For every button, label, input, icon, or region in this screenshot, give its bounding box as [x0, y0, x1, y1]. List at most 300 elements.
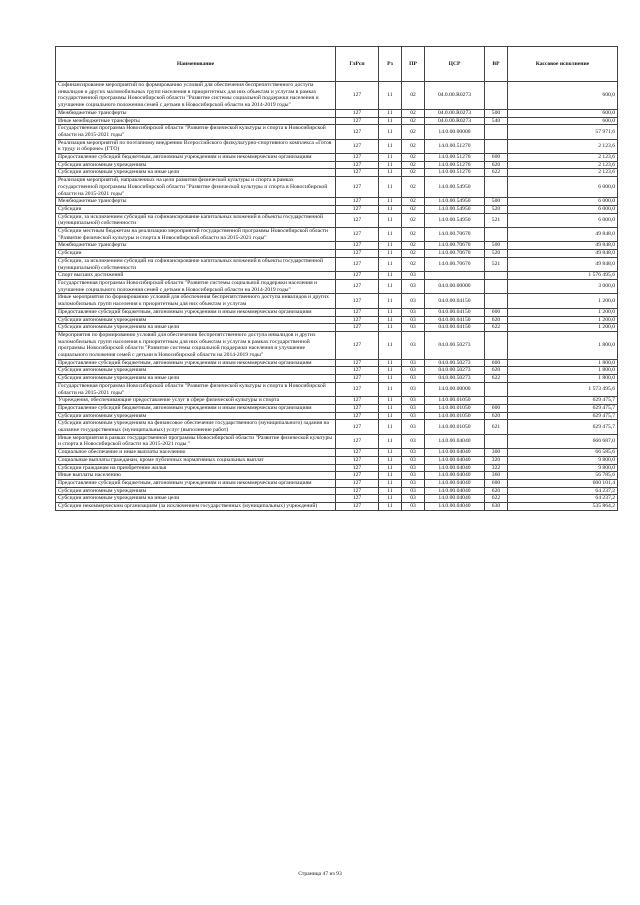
cell-pr: 03: [402, 375, 425, 383]
table-row: [56, 139, 618, 153]
cell-vr: [485, 382, 508, 396]
cell-amount: 600 101,4: [508, 479, 618, 487]
cell-vr: [485, 272, 508, 280]
cell-csr: 14.0.00.01050: [425, 404, 485, 412]
cell-amount: 629 475,7: [508, 397, 618, 405]
cell-name: Иные межбюджетные трансферты: [56, 117, 336, 125]
table-row: [56, 257, 618, 271]
cell-name: Межбюджетные трансферты: [56, 242, 336, 250]
cell-csr: 14.0.00.70670: [425, 250, 485, 258]
cell-amount: 1 200,0: [508, 324, 618, 332]
cell-rz: 11: [379, 367, 402, 375]
cell-rz: 11: [379, 375, 402, 383]
cell-pr: 03: [402, 316, 425, 324]
cell-amount: 9 800,0: [508, 464, 618, 472]
cell-vr: 500: [485, 242, 508, 250]
table-row: [56, 242, 618, 250]
cell-rz: 11: [379, 479, 402, 487]
cell-rz: 11: [379, 279, 402, 293]
cell-name: Предоставление субсидий бюджетным, автономным учреждениям и иным некоммерческим организациям: [56, 308, 336, 316]
cell-name: Субсидии: [56, 250, 336, 258]
cell-name: Субсидии автономным учреждениям: [56, 367, 336, 375]
cell-name: Субсидии местным бюджетам на реализацию мероприятий государственной программы Новосибирской области "Развитие физической культуры и спорта в Новосибирской области на 2015-2021 годы": [56, 228, 336, 242]
cell-amount: 1 200,0: [508, 308, 618, 316]
cell-pr: 02: [402, 154, 425, 162]
table-row: [56, 382, 618, 396]
cell-grp: 127: [336, 503, 379, 511]
table-row: [56, 279, 618, 293]
cell-name: Субсидии: [56, 205, 336, 213]
cell-csr: 04.0.00.50273: [425, 331, 485, 359]
cell-amount: 600,0: [508, 82, 618, 110]
cell-rz: 11: [379, 487, 402, 495]
cell-name: Субсидии автономным учреждениям на иные цели: [56, 324, 336, 332]
cell-rz: 11: [379, 250, 402, 258]
cell-grp: 127: [336, 331, 379, 359]
cell-name: Предоставление субсидий бюджетным, автономным учреждениям и иным некоммерческим организациям: [56, 479, 336, 487]
cell-csr: 14.0.00.04040: [425, 464, 485, 472]
table-row: [56, 472, 618, 480]
cell-pr: 03: [402, 464, 425, 472]
cell-amount: 57 971,6: [508, 125, 618, 139]
cell-csr: 14.0.00.01050: [425, 397, 485, 405]
cell-vr: [485, 397, 508, 405]
cell-grp: 127: [336, 487, 379, 495]
cell-vr: 622: [485, 324, 508, 332]
cell-amount: 6 000,0: [508, 198, 618, 206]
cell-csr: 14.0.00.51270: [425, 161, 485, 169]
cell-csr: 04.0.00.00000: [425, 279, 485, 293]
cell-rz: 11: [379, 177, 402, 198]
table-row: [56, 228, 618, 242]
cell-pr: 03: [402, 495, 425, 503]
cell-pr: 03: [402, 479, 425, 487]
cell-vr: [485, 82, 508, 110]
cell-pr: 02: [402, 177, 425, 198]
cell-grp: 127: [336, 139, 379, 153]
cell-csr: 14.0.00.00000: [425, 125, 485, 139]
table-row: [56, 449, 618, 457]
cell-rz: 11: [379, 382, 402, 396]
cell-vr: 622: [485, 375, 508, 383]
cell-vr: 540: [485, 117, 508, 125]
cell-csr: 04.0.00.R0273: [425, 109, 485, 117]
cell-name: Государственная программа Новосибирской области "Развитие системы социальной поддержки населения и улучшение социального положения семей с детьми в Новосибирской области на 2014-2019 годы": [56, 279, 336, 293]
cell-pr: 02: [402, 82, 425, 110]
cell-vr: 620: [485, 161, 508, 169]
cell-amount: 49 848,0: [508, 228, 618, 242]
table-row: [56, 125, 618, 139]
table-row: [56, 495, 618, 503]
cell-grp: 127: [336, 316, 379, 324]
cell-pr: 03: [402, 472, 425, 480]
cell-pr: 02: [402, 117, 425, 125]
cell-vr: 360: [485, 472, 508, 480]
cell-rz: 11: [379, 272, 402, 280]
cell-vr: [485, 331, 508, 359]
cell-csr: 14.0.00.01050: [425, 412, 485, 420]
cell-grp: 127: [336, 456, 379, 464]
cell-name: Государственная программа Новосибирской области "Развитие физической культуры и спорта в Новосибирской области на 2015-2021 годы": [56, 125, 336, 139]
cell-rz: 11: [379, 125, 402, 139]
table-row: [56, 177, 618, 198]
cell-csr: 04.0.00.50273: [425, 375, 485, 383]
cell-grp: 127: [336, 324, 379, 332]
cell-name: Иные мероприятия в рамках государственной программы Новосибирской области "Развитие физической культуры и спорта в Новосибирской области на 2015-2021 годы ": [56, 434, 336, 448]
cell-amount: 1 800,0: [508, 367, 618, 375]
cell-vr: 620: [485, 412, 508, 420]
cell-vr: [485, 294, 508, 308]
cell-grp: 127: [336, 272, 379, 280]
cell-grp: 127: [336, 449, 379, 457]
cell-name: Иные мероприятия по формированию условий для обеспечения беспрепятственного доступа инвалидов и других маломобильных групп населения к приоритетным для них объектам и услугам: [56, 294, 336, 308]
cell-amount: 600,0: [508, 117, 618, 125]
table-row: [56, 117, 618, 125]
cell-pr: 02: [402, 109, 425, 117]
cell-amount: 629 475,7: [508, 420, 618, 434]
cell-amount: 49 848,0: [508, 242, 618, 250]
cell-vr: 620: [485, 487, 508, 495]
table-row: [56, 82, 618, 110]
cell-vr: [485, 434, 508, 448]
table-row: [56, 375, 618, 383]
cell-amount: 1 800,0: [508, 359, 618, 367]
cell-grp: 127: [336, 117, 379, 125]
table-row: [56, 213, 618, 227]
header-grp: ГлРсп: [336, 47, 379, 82]
table-row: [56, 487, 618, 495]
cell-pr: 02: [402, 250, 425, 258]
cell-name: Социальное обеспечение и иные выплаты населению: [56, 449, 336, 457]
cell-pr: 03: [402, 404, 425, 412]
table-row: [56, 464, 618, 472]
cell-rz: 11: [379, 228, 402, 242]
cell-name: Субсидии гражданам на приобретение жилья: [56, 464, 336, 472]
cell-rz: 11: [379, 109, 402, 117]
cell-csr: 04.0.00.04150: [425, 294, 485, 308]
cell-amount: 2 123,6: [508, 169, 618, 177]
cell-rz: 11: [379, 205, 402, 213]
cell-csr: 14.0.00.70670: [425, 228, 485, 242]
cell-grp: 127: [336, 472, 379, 480]
cell-vr: 521: [485, 213, 508, 227]
cell-grp: 127: [336, 434, 379, 448]
cell-pr: 03: [402, 420, 425, 434]
cell-grp: 127: [336, 404, 379, 412]
header-csr: ЦСР: [425, 47, 485, 82]
cell-pr: 02: [402, 169, 425, 177]
cell-name: Социальные выплаты гражданам, кроме публичных нормативных социальных выплат: [56, 456, 336, 464]
cell-amount: 600,0: [508, 109, 618, 117]
cell-amount: 49 848,0: [508, 250, 618, 258]
cell-pr: 03: [402, 367, 425, 375]
cell-csr: 14.0.00.70670: [425, 242, 485, 250]
cell-name: Субсидии автономным учреждениям: [56, 487, 336, 495]
table-row: [56, 205, 618, 213]
cell-rz: 11: [379, 449, 402, 457]
cell-name: Субсидии некоммерческим организациям (за исключением государственных (муниципальных) учреждений): [56, 503, 336, 511]
table-row: [56, 397, 618, 405]
cell-rz: 11: [379, 420, 402, 434]
cell-grp: 127: [336, 412, 379, 420]
table-header-row: [56, 47, 618, 82]
cell-name: Реализация мероприятий по поэтапному внедрению Всероссийского физкультурно-спортивного комплекса «Готов к труду и обороне» (ГТО): [56, 139, 336, 153]
cell-grp: 127: [336, 161, 379, 169]
cell-rz: 11: [379, 397, 402, 405]
cell-rz: 11: [379, 294, 402, 308]
cell-amount: 1 200,0: [508, 294, 618, 308]
header-name: Наименование: [56, 47, 336, 82]
table-row: [56, 324, 618, 332]
cell-vr: 500: [485, 109, 508, 117]
cell-name: Субсидии автономным учреждениям: [56, 161, 336, 169]
cell-csr: 14.0.00.54950: [425, 198, 485, 206]
cell-grp: 127: [336, 479, 379, 487]
cell-pr: 03: [402, 397, 425, 405]
table-row: [56, 503, 618, 511]
cell-name: Субсидии автономным учреждениям на иные цели: [56, 495, 336, 503]
cell-amount: 666 687,0: [508, 434, 618, 448]
cell-name: Субсидии, за исключением субсидий на софинансирование капитальных вложений в объекты государственной (муниципальной) собственности: [56, 257, 336, 271]
cell-vr: [485, 228, 508, 242]
table-row: [56, 308, 618, 316]
cell-vr: 622: [485, 169, 508, 177]
table-row: [56, 198, 618, 206]
cell-vr: [485, 177, 508, 198]
cell-amount: 6 000,0: [508, 177, 618, 198]
cell-pr: 02: [402, 257, 425, 271]
cell-name: Субсидии автономным учреждениям на иные цели: [56, 375, 336, 383]
cell-grp: 127: [336, 198, 379, 206]
cell-grp: 127: [336, 279, 379, 293]
cell-grp: 127: [336, 495, 379, 503]
cell-vr: 320: [485, 456, 508, 464]
cell-amount: 56 785,6: [508, 472, 618, 480]
cell-name: Субсидии автономным учреждениям на иные цели: [56, 169, 336, 177]
cell-grp: 127: [336, 359, 379, 367]
cell-name: Субсидии автономным учреждениям: [56, 412, 336, 420]
cell-vr: [485, 139, 508, 153]
cell-amount: 2 123,6: [508, 139, 618, 153]
cell-vr: 520: [485, 205, 508, 213]
cell-pr: 02: [402, 205, 425, 213]
cell-pr: 02: [402, 228, 425, 242]
cell-vr: 600: [485, 359, 508, 367]
cell-rz: 11: [379, 198, 402, 206]
cell-rz: 11: [379, 359, 402, 367]
cell-csr: 14.0.00.51270: [425, 154, 485, 162]
cell-amount: 2 123,6: [508, 161, 618, 169]
cell-amount: 3 000,0: [508, 279, 618, 293]
header-pr: ПР: [402, 47, 425, 82]
cell-name: Мероприятия по формированию условий для обеспечения беспрепятственного доступа инвалидов и других маломобильных групп населения к приоритетным для них объектам и услугам в рамках государственной программы Новосибирской области "Развитие системы социальной поддержки населения и улучшение социального положения семей с детьми в Новосибирской области на 2014-2019 годы": [56, 331, 336, 359]
cell-vr: 521: [485, 257, 508, 271]
cell-grp: 127: [336, 367, 379, 375]
table-row: [56, 272, 618, 280]
cell-pr: 03: [402, 449, 425, 457]
header-vr: ВР: [485, 47, 508, 82]
table-row: [56, 359, 618, 367]
cell-name: Субсидии автономным учреждениям на финансовое обеспечение государственного (муниципального) задания на оказание государственных (муниципальных) услуг (выполнение работ): [56, 420, 336, 434]
cell-csr: [425, 272, 485, 280]
cell-vr: 500: [485, 198, 508, 206]
cell-vr: 630: [485, 503, 508, 511]
cell-rz: 11: [379, 161, 402, 169]
cell-grp: 127: [336, 250, 379, 258]
cell-rz: 11: [379, 472, 402, 480]
table-row: [56, 367, 618, 375]
cell-vr: 622: [485, 495, 508, 503]
cell-grp: 127: [336, 308, 379, 316]
cell-grp: 127: [336, 464, 379, 472]
cell-pr: 03: [402, 503, 425, 511]
cell-name: Спорт высших достижений: [56, 272, 336, 280]
cell-pr: 02: [402, 242, 425, 250]
table-body: [56, 82, 618, 511]
cell-pr: 03: [402, 279, 425, 293]
cell-csr: 04.0.00.04150: [425, 316, 485, 324]
table-row: [56, 294, 618, 308]
cell-csr: 04.0.00.R0273: [425, 82, 485, 110]
table-row: [56, 316, 618, 324]
table-row: [56, 456, 618, 464]
cell-csr: 14.0.00.51270: [425, 169, 485, 177]
cell-csr: 14.0.00.54950: [425, 177, 485, 198]
table-row: [56, 420, 618, 434]
cell-vr: 620: [485, 367, 508, 375]
cell-csr: 14.0.00.51270: [425, 139, 485, 153]
table-row: [56, 479, 618, 487]
cell-grp: 127: [336, 397, 379, 405]
cell-amount: 64 237,2: [508, 495, 618, 503]
cell-name: Предоставление субсидий бюджетным, автономным учреждениям и иным некоммерческим организациям: [56, 359, 336, 367]
cell-pr: 02: [402, 213, 425, 227]
table-row: [56, 434, 618, 448]
cell-vr: 600: [485, 479, 508, 487]
header-amount: Кассовое исполнение: [508, 47, 618, 82]
cell-amount: 535 864,2: [508, 503, 618, 511]
cell-grp: 127: [336, 125, 379, 139]
cell-grp: 127: [336, 228, 379, 242]
cell-rz: 11: [379, 464, 402, 472]
cell-rz: 11: [379, 213, 402, 227]
cell-rz: 11: [379, 316, 402, 324]
cell-csr: 14.0.00.04040: [425, 434, 485, 448]
cell-pr: 03: [402, 382, 425, 396]
cell-rz: 11: [379, 308, 402, 316]
header-rz: Рз: [379, 47, 402, 82]
cell-grp: 127: [336, 242, 379, 250]
table-row: [56, 412, 618, 420]
cell-rz: 11: [379, 154, 402, 162]
cell-amount: 1 800,0: [508, 331, 618, 359]
cell-amount: 66 585,6: [508, 449, 618, 457]
cell-amount: 1 573 495,6: [508, 382, 618, 396]
cell-vr: 600: [485, 308, 508, 316]
cell-csr: 14.0.00.01050: [425, 420, 485, 434]
table-row: [56, 404, 618, 412]
cell-rz: 11: [379, 331, 402, 359]
cell-vr: 621: [485, 420, 508, 434]
cell-name: Софинансирование мероприятий по формированию условий для обеспечения беспрепятственного доступа инвалидов и других маломобильных групп населения в приоритетных для них объектам и услугам в рамках государственной программы Новосибирской области "Развитие системы социальной поддержки населения и улучшение социального положения семей с детьми в Новосибирской области на 2014-2019 годы": [56, 82, 336, 110]
cell-csr: 14.0.00.70670: [425, 257, 485, 271]
cell-amount: 6 000,0: [508, 205, 618, 213]
table-row: [56, 169, 618, 177]
cell-amount: 1 200,0: [508, 316, 618, 324]
cell-vr: 600: [485, 154, 508, 162]
cell-pr: 03: [402, 308, 425, 316]
cell-csr: 14.0.00.04040: [425, 495, 485, 503]
cell-pr: 03: [402, 487, 425, 495]
cell-name: Предоставление субсидий бюджетным, автономным учреждениям и иным некоммерческим организациям: [56, 404, 336, 412]
cell-pr: 03: [402, 294, 425, 308]
cell-vr: 600: [485, 404, 508, 412]
cell-vr: [485, 125, 508, 139]
cell-pr: 03: [402, 434, 425, 448]
cell-pr: 03: [402, 359, 425, 367]
budget-execution-table: [55, 46, 618, 511]
cell-csr: 14.0.00.04040: [425, 479, 485, 487]
cell-amount: 9 800,0: [508, 456, 618, 464]
cell-amount: 629 475,7: [508, 412, 618, 420]
cell-grp: 127: [336, 420, 379, 434]
cell-rz: 11: [379, 324, 402, 332]
cell-csr: 14.0.00.04040: [425, 456, 485, 464]
cell-vr: 520: [485, 250, 508, 258]
cell-pr: 02: [402, 161, 425, 169]
cell-rz: 11: [379, 404, 402, 412]
cell-name: Межбюджетные трансферты: [56, 109, 336, 117]
cell-amount: 1 576 495,6: [508, 272, 618, 280]
page-number: Страница 47 из 93: [298, 871, 342, 877]
cell-rz: 11: [379, 503, 402, 511]
cell-csr: 14.0.00.04040: [425, 487, 485, 495]
cell-vr: 300: [485, 449, 508, 457]
cell-csr: 14.0.00.04040: [425, 472, 485, 480]
cell-rz: 11: [379, 434, 402, 448]
cell-rz: 11: [379, 139, 402, 153]
cell-grp: 127: [336, 205, 379, 213]
cell-csr: 14.0.00.04040: [425, 503, 485, 511]
cell-csr: 04.0.00.50273: [425, 367, 485, 375]
cell-csr: 04.0.00.04150: [425, 308, 485, 316]
cell-pr: 02: [402, 139, 425, 153]
cell-grp: 127: [336, 382, 379, 396]
cell-csr: 04.0.00.04150: [425, 324, 485, 332]
cell-name: Реализация мероприятий, направленных на цели развития физической культуры и спорта в рамках государственной программы Новосибирской области "Развитие физической культуры и спорта в Новосибирской области на 2015-2021 годы": [56, 177, 336, 198]
cell-amount: 64 237,2: [508, 487, 618, 495]
cell-csr: 04.0.00.50273: [425, 359, 485, 367]
cell-vr: 620: [485, 316, 508, 324]
cell-rz: 11: [379, 242, 402, 250]
cell-grp: 127: [336, 169, 379, 177]
cell-name: Субсидии автономным учреждениям: [56, 316, 336, 324]
cell-rz: 11: [379, 257, 402, 271]
cell-name: Учреждения, обеспечивающие предоставление услуг в сфере физической культуры и спорта: [56, 397, 336, 405]
cell-csr: 14.0.00.54950: [425, 213, 485, 227]
cell-csr: 14.0.00.54950: [425, 205, 485, 213]
table-row: [56, 154, 618, 162]
table-row: [56, 250, 618, 258]
cell-grp: 127: [336, 109, 379, 117]
cell-grp: 127: [336, 213, 379, 227]
cell-csr: 14.0.00.04040: [425, 449, 485, 457]
cell-rz: 11: [379, 495, 402, 503]
cell-name: Межбюджетные трансферты: [56, 198, 336, 206]
cell-csr: 14.0.00.00000: [425, 382, 485, 396]
cell-amount: 6 000,0: [508, 213, 618, 227]
table-row: [56, 331, 618, 359]
